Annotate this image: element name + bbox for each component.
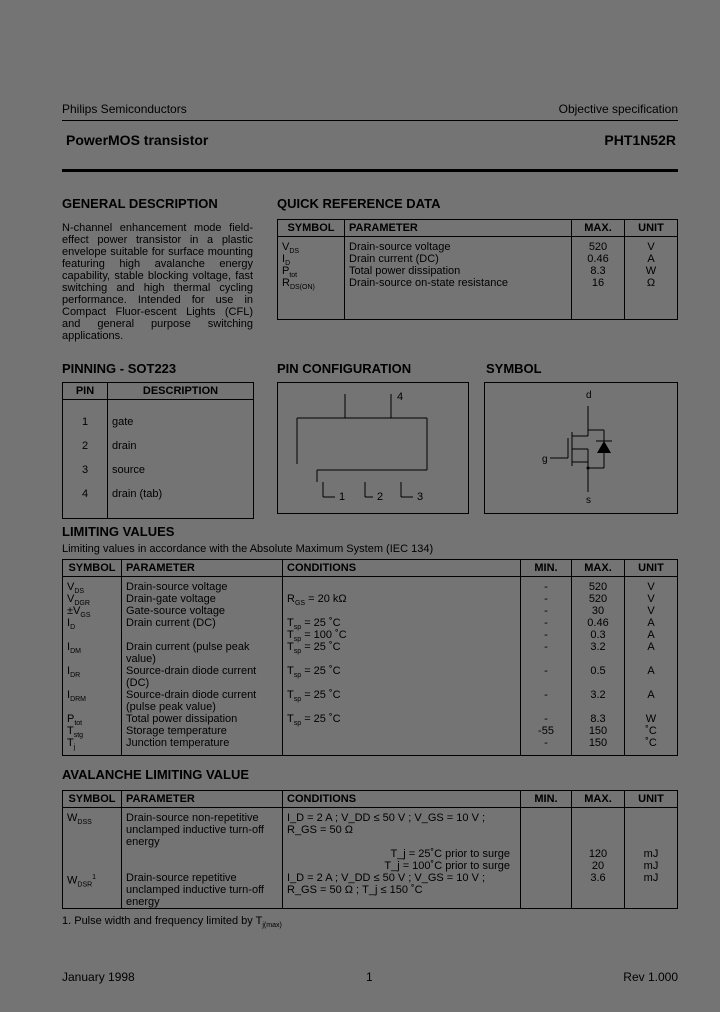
lv-parameter: Total power dissipation — [126, 713, 238, 725]
lv-max: 30 — [591, 605, 605, 617]
lv-header-min: MIN. — [521, 560, 572, 577]
qr-unit: A — [647, 253, 655, 265]
pin-label-3: 3 — [417, 491, 424, 503]
company-name: Philips Semiconductors — [62, 102, 187, 116]
av-header-max: MAX. — [572, 791, 625, 808]
av-symbol: $W_{DSS}$ — [67, 812, 92, 826]
lv-condition: $T_{sp} = 25$ ˚C — [287, 617, 341, 631]
qr-max: 520 — [588, 241, 608, 253]
av-condition: R_GS = 50 Ω — [287, 824, 354, 836]
lv-min: -55 — [538, 725, 554, 737]
description-header: DESCRIPTION — [108, 383, 254, 400]
lv-condition: $T_{sp} = 25$ ˚C — [287, 713, 341, 727]
av-parameter: Drain-source repetitive — [126, 872, 237, 884]
lv-unit: V — [647, 605, 655, 617]
lv-condition: $T_{sp} = 25$ ˚C — [287, 665, 341, 679]
lv-parameter: value) — [126, 653, 156, 665]
av-condition: T_j = 100˚C prior to surge — [384, 860, 510, 872]
qr-header-parameter: PARAMETER — [345, 220, 572, 237]
lv-max: 0.5 — [590, 665, 606, 677]
pin-number: 3 — [81, 464, 89, 476]
av-unit: mJ — [643, 860, 659, 872]
av-parameter: unclamped inductive turn-off — [126, 824, 264, 836]
title-rule — [62, 169, 678, 172]
lv-min: - — [544, 593, 548, 605]
av-unit: mJ — [643, 848, 659, 860]
lv-max: 520 — [588, 593, 608, 605]
lv-max: 3.2 — [590, 689, 606, 701]
av-max: 120 — [588, 848, 608, 860]
pin-number: 2 — [81, 440, 89, 452]
av-header-min: MIN. — [521, 791, 572, 808]
av-header-symbol: SYMBOL — [63, 791, 122, 808]
pin-description: drain — [112, 440, 137, 452]
lv-parameter: Source-drain diode current — [126, 665, 257, 677]
lv-max: 520 — [588, 581, 608, 593]
qr-parameter: Drain-source voltage — [349, 241, 451, 253]
pin-label-1: 1 — [339, 491, 346, 503]
qr-max: 0.46 — [587, 253, 609, 265]
lv-condition: $T_{sp} = 100$ ˚C — [287, 629, 347, 643]
av-condition: I_D = 2 A ; V_DD ≤ 50 V ; V_GS = 10 V ; — [287, 872, 486, 884]
qr-symbol: $P_{tot}$ — [282, 265, 298, 279]
lv-parameter: Storage temperature — [126, 725, 227, 737]
lv-unit: W — [645, 713, 657, 725]
qr-parameter: Drain-source on-state resistance — [349, 277, 508, 289]
lv-min: - — [544, 629, 548, 641]
lv-symbol: $I_{DR}$ — [67, 665, 81, 679]
lv-condition: $R_{GS} = 20$ kΩ — [287, 593, 347, 607]
av-unit: mJ — [643, 872, 659, 884]
lv-max: 3.2 — [590, 641, 606, 653]
pin-description: source — [112, 464, 146, 476]
av-header-unit: UNIT — [625, 791, 678, 808]
lv-parameter: (pulse peak value) — [126, 701, 216, 713]
av-parameter: energy — [126, 896, 160, 908]
lv-header-unit: UNIT — [625, 560, 678, 577]
lv-unit: A — [647, 689, 655, 701]
lv-unit: A — [647, 617, 655, 629]
lv-parameter: Source-drain diode current — [126, 689, 257, 701]
av-header-parameter: PARAMETER — [122, 791, 283, 808]
lv-parameter: Drain current (DC) — [126, 617, 216, 629]
lv-max: 150 — [588, 725, 608, 737]
qr-parameter: Total power dissipation — [349, 265, 461, 277]
quick-reference-table — [277, 219, 678, 320]
lv-max: 0.3 — [590, 629, 606, 641]
avalanche-table — [62, 790, 678, 909]
lv-parameter: (DC) — [126, 677, 150, 689]
footer-revision: Rev 1.000 — [623, 970, 678, 984]
lv-max: 150 — [588, 737, 608, 749]
lv-unit: V — [647, 581, 655, 593]
lv-unit: ˚C — [645, 737, 657, 749]
qr-parameter: Drain current (DC) — [349, 253, 439, 265]
lv-max: 8.3 — [590, 713, 606, 725]
footer-date: January 1998 — [62, 970, 135, 984]
lv-symbol: $V_{DGR}$ — [67, 593, 90, 607]
av-parameter: Drain-source non-repetitive — [126, 812, 259, 824]
qr-symbol: $R_{DS(ON)}$ — [282, 277, 315, 291]
lv-unit: A — [647, 665, 655, 677]
pin-label-4: 4 — [397, 391, 404, 403]
qr-unit: V — [647, 241, 655, 253]
av-max: 20 — [591, 860, 605, 872]
lv-unit: ˚C — [645, 725, 657, 737]
part-number: PHT1N52R — [604, 132, 676, 148]
lv-parameter: Drain-source voltage — [126, 581, 228, 593]
qr-header-max: MAX. — [572, 220, 625, 237]
av-condition: I_D = 2 A ; V_DD ≤ 50 V ; V_GS = 10 V ; — [287, 812, 486, 824]
qr-symbol: $I_D$ — [282, 253, 291, 267]
lv-symbol: $P_{tot}$ — [67, 713, 83, 727]
general-description-text: N-channel enhancement mode field-effect power transistor in a plastic envelope suitable for surface mounting featuring high avalanche energy capability, stable blocking voltage, fast switching and high thermal cycling performance. Intended for use in Compact Fluor-escent Lights (CFL) and general purpose switching applications. — [62, 222, 253, 342]
product-type: PowerMOS transistor — [66, 132, 209, 148]
lv-min: - — [544, 689, 548, 701]
lv-min: - — [544, 581, 548, 593]
qr-header-symbol: SYMBOL — [278, 220, 345, 237]
qr-max: 8.3 — [590, 265, 606, 277]
pin-configuration-diagram — [277, 382, 469, 514]
lv-symbol: $I_D$ — [67, 617, 76, 631]
lv-min: - — [544, 605, 548, 617]
lv-min: - — [544, 665, 548, 677]
lv-min: - — [544, 617, 548, 629]
qr-max: 16 — [591, 277, 605, 289]
lv-symbol: $T_j$ — [67, 737, 76, 751]
qr-unit: W — [645, 265, 657, 277]
lv-parameter: Drain-gate voltage — [126, 593, 216, 605]
lv-min: - — [544, 713, 548, 725]
header-rule — [62, 120, 678, 121]
lv-header-parameter: PARAMETER — [122, 560, 283, 577]
lv-condition: $T_{sp} = 25$ ˚C — [287, 689, 341, 703]
av-condition: R_GS = 50 Ω ; T_j ≤ 150 ˚C — [287, 884, 423, 896]
footer-page: 1 — [366, 970, 373, 984]
lv-min: - — [544, 641, 548, 653]
gate-label: g — [542, 454, 548, 465]
lv-symbol: $I_{DRM}$ — [67, 689, 87, 703]
quick-reference-heading: QUICK REFERENCE DATA — [277, 196, 441, 211]
lv-condition: $T_{sp} = 25$ ˚C — [287, 641, 341, 655]
pinning-heading: PINNING - SOT223 — [62, 361, 177, 376]
lv-parameter: Gate-source voltage — [126, 605, 226, 617]
lv-symbol: $V_{DS}$ — [67, 581, 85, 595]
qr-unit: Ω — [646, 277, 656, 289]
lv-header-conditions: CONDITIONS — [283, 560, 521, 577]
limiting-values-heading: LIMITING VALUES — [62, 524, 175, 539]
limiting-values-table — [62, 559, 678, 756]
av-parameter: unclamped inductive turn-off — [126, 884, 264, 896]
lv-symbol: $\pm V_{GS}$ — [67, 605, 91, 619]
pin-description: drain (tab) — [112, 488, 163, 500]
qr-symbol: $V_{DS}$ — [282, 241, 300, 255]
lv-header-max: MAX. — [572, 560, 625, 577]
pin-header: PIN — [63, 383, 108, 400]
limiting-values-subheading: Limiting values in accordance with the Absolute Maximum System (IEC 134) — [62, 543, 434, 555]
lv-unit: A — [647, 629, 655, 641]
pin-configuration-heading: PIN CONFIGURATION — [277, 361, 412, 376]
mosfet-symbol-diagram — [484, 382, 678, 514]
lv-symbol: $I_{DM}$ — [67, 641, 81, 655]
av-header-conditions: CONDITIONS — [283, 791, 521, 808]
av-condition: T_j = 25˚C prior to surge — [390, 848, 510, 860]
lv-parameter: Drain current (pulse peak — [126, 641, 250, 653]
av-symbol: $W_{DSR}^1$ — [67, 874, 97, 889]
pinning-table — [62, 382, 254, 519]
lv-header-symbol: SYMBOL — [63, 560, 122, 577]
footnote: 1. Pulse width and frequency limited by $T_{j(max)}$ — [62, 915, 282, 929]
pin-description: gate — [112, 416, 134, 428]
qr-header-unit: UNIT — [625, 220, 678, 237]
av-max: 3.6 — [590, 872, 606, 884]
document-type: Objective specification — [558, 102, 678, 116]
lv-unit: V — [647, 593, 655, 605]
lv-parameter: Junction temperature — [126, 737, 230, 749]
lv-min: - — [544, 737, 548, 749]
source-label: s — [586, 495, 591, 506]
general-description-heading: GENERAL DESCRIPTION — [62, 196, 218, 211]
lv-max: 0.46 — [587, 617, 609, 629]
drain-label: d — [586, 390, 592, 401]
pin-label-2: 2 — [377, 491, 384, 503]
lv-symbol: $T_{stg}$ — [67, 725, 84, 739]
pin-number: 1 — [81, 416, 89, 428]
pin-number: 4 — [81, 488, 89, 500]
av-parameter: energy — [126, 836, 160, 848]
footnote-rule — [62, 908, 402, 909]
lv-unit: A — [647, 641, 655, 653]
avalanche-heading: AVALANCHE LIMITING VALUE — [62, 767, 250, 782]
symbol-heading: SYMBOL — [486, 361, 542, 376]
